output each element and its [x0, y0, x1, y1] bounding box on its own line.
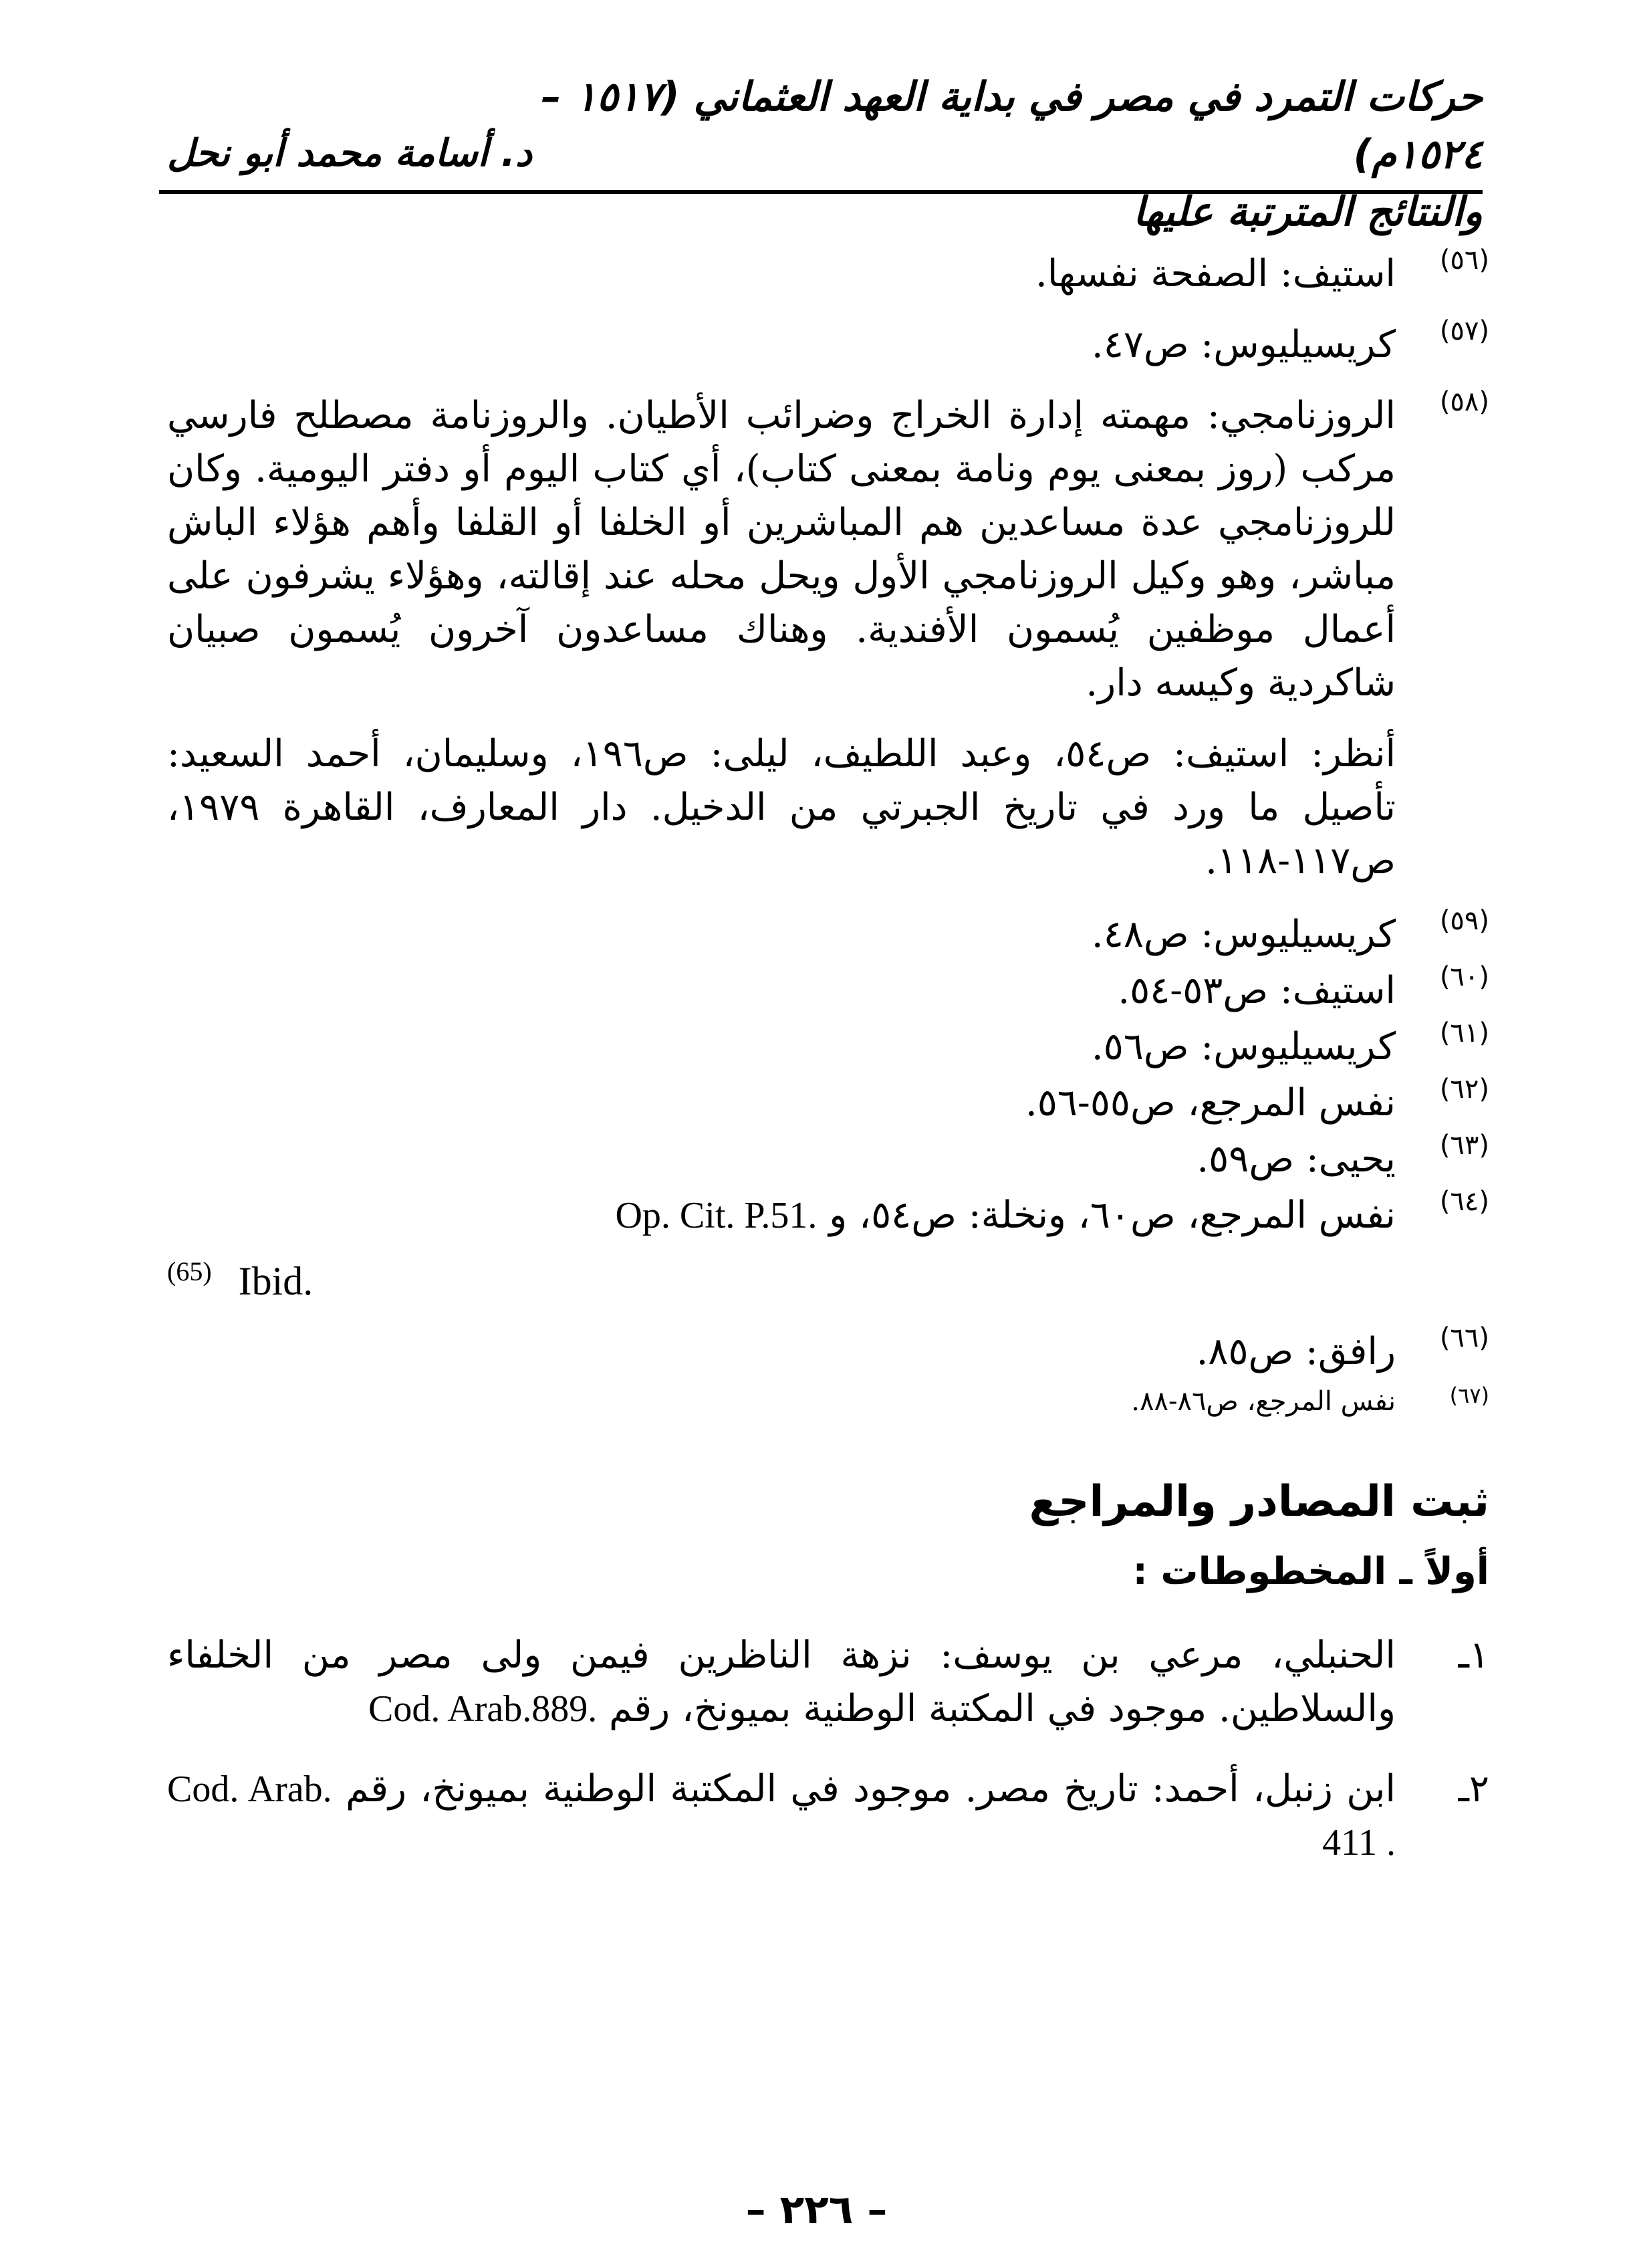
- footnote-text: رافق: ص٨٥.: [1196, 1330, 1396, 1373]
- source-latin-ref: Cod. Arab.889.: [368, 1688, 598, 1730]
- footnote-text: كريسيليوس: ص٥٦.: [1091, 1025, 1396, 1068]
- footnote-text: استيف: الصفحة نفسها.: [1035, 252, 1396, 296]
- footnote-number: (٥٨): [1439, 386, 1489, 417]
- source-latin-ref: Cod. Arab. 411 .: [167, 1769, 1396, 1863]
- footnote: [167, 905, 1489, 961]
- footnote-number: (٦٧): [1449, 1383, 1489, 1408]
- header-title-line-1: حركات التمرد في مصر في بداية العهد العثماني (١٥١٧ – ١٥٢٤م): [541, 74, 1483, 178]
- source-number: ٢ـ: [1458, 1767, 1489, 1811]
- footnote-text: استيف: ص٥٣-٥٤.: [1118, 969, 1396, 1012]
- footnote: [167, 318, 1489, 372]
- footnote-text: كريسيليوس: ص٤٧.: [1091, 323, 1396, 366]
- footnote: [167, 1130, 1489, 1186]
- source-text: الحنبلي، مرعي بن يوسف: نزهة الناظرين فيمن ولى مصر من الخلفاء والسلاطين. موجود في المكتبة الوطنية بميونخ، رقم: [167, 1633, 1396, 1730]
- footnote: [167, 386, 1489, 710]
- footnote-number: (٦٠): [1439, 961, 1489, 992]
- footnote-text: كريسيليوس: ص٤٨.: [1091, 913, 1396, 956]
- footnote-continuation: أنظر: استيف: ص٥٤، وعبد اللطيف، ليلى: ص١٩٦، وسليمان، أحمد السعيد: تأصيل ما ورد في تاريخ الجبرتي من الدخيل. دار المعارف، القاهرة ١٩٧٩، ص١١٧-١١٨.: [167, 732, 1396, 883]
- source-entry: [167, 1629, 1489, 1736]
- footnote: [167, 961, 1489, 1018]
- footnote-number: (٦٣): [1439, 1130, 1489, 1161]
- footnote: [167, 1076, 1489, 1130]
- footnote-number: (65): [167, 1256, 212, 1286]
- header-rule: [159, 190, 1483, 194]
- footnote-number: (٦٦): [1439, 1323, 1489, 1353]
- footnote-latin-citation: Op. Cit. P.51.: [615, 1195, 818, 1236]
- footnote-number: (٥٩): [1439, 905, 1489, 936]
- page-number: – ٢٢٦ –: [745, 2186, 888, 2233]
- footnote-number: (٦٢): [1439, 1074, 1489, 1105]
- footnote-number: (٥٧): [1439, 316, 1489, 346]
- footnote-text: يحيى: ص٥٩.: [1197, 1137, 1396, 1181]
- footnote-text: نفس المرجع، ص٥٥-٥٦.: [1025, 1081, 1396, 1125]
- source-entry: [167, 1763, 1489, 1869]
- footnote-text: Ibid.: [238, 1259, 313, 1303]
- footnotes-section: [167, 247, 1489, 1896]
- manuscripts-subheading: أولاً ـ المخطوطات :: [1132, 1550, 1489, 1593]
- footnote: [167, 1186, 1489, 1242]
- footnote: [167, 1020, 1489, 1074]
- footnote-number: (٦٤): [1439, 1186, 1489, 1217]
- footnote: [167, 247, 1489, 301]
- footnote-text: نفس المرجع، ص٨٦-٨٨.: [1131, 1386, 1396, 1417]
- footnote-ibid: [167, 1245, 1489, 1308]
- footnote: [167, 1381, 1489, 1422]
- footnote-number: (٦١): [1439, 1018, 1489, 1048]
- footnote-text: الروزنامجي: مهمته إدارة الخراج وضرائب الأطيان. والروزنامة مصطلح فارسي مركب (روز بمعنى يوم ونامة بمعنى كتاب)، أي كتاب اليوم أو دفتر اليومية. وكان للروزنامجي عدة مساعدين هم المباشرين أو الخلفا أو القلفا وأهم هؤلاء الباش مباشر، وهو وكيل الروزنامجي الأول ويحل محله عند إقالته، وهؤلاء يشرفون على أعمال موظفين يُسمون الأفندية. وهناك مساعدون آخرون يُسمون صبيان شاكردية وكيسه دار.: [167, 394, 1396, 705]
- footnote: [167, 1325, 1489, 1379]
- header-author: د. أسامة محمد أبو نحل: [167, 132, 532, 175]
- footnote-text: نفس المرجع، ص٦٠، ونخلة: ص٥٤، و: [829, 1194, 1396, 1237]
- source-text: ابن زنبل، أحمد: تاريخ مصر. موجود في المكتبة الوطنية بميونخ، رقم: [345, 1767, 1396, 1811]
- sources-heading: ثبت المصادر والمراجع: [1029, 1477, 1489, 1526]
- running-header-title: [480, 68, 1483, 241]
- footnote-number: (٥٦): [1439, 245, 1489, 275]
- header-title-line-2: والنتائج المترتبة عليها: [1132, 189, 1483, 235]
- source-number: ١ـ: [1458, 1633, 1489, 1677]
